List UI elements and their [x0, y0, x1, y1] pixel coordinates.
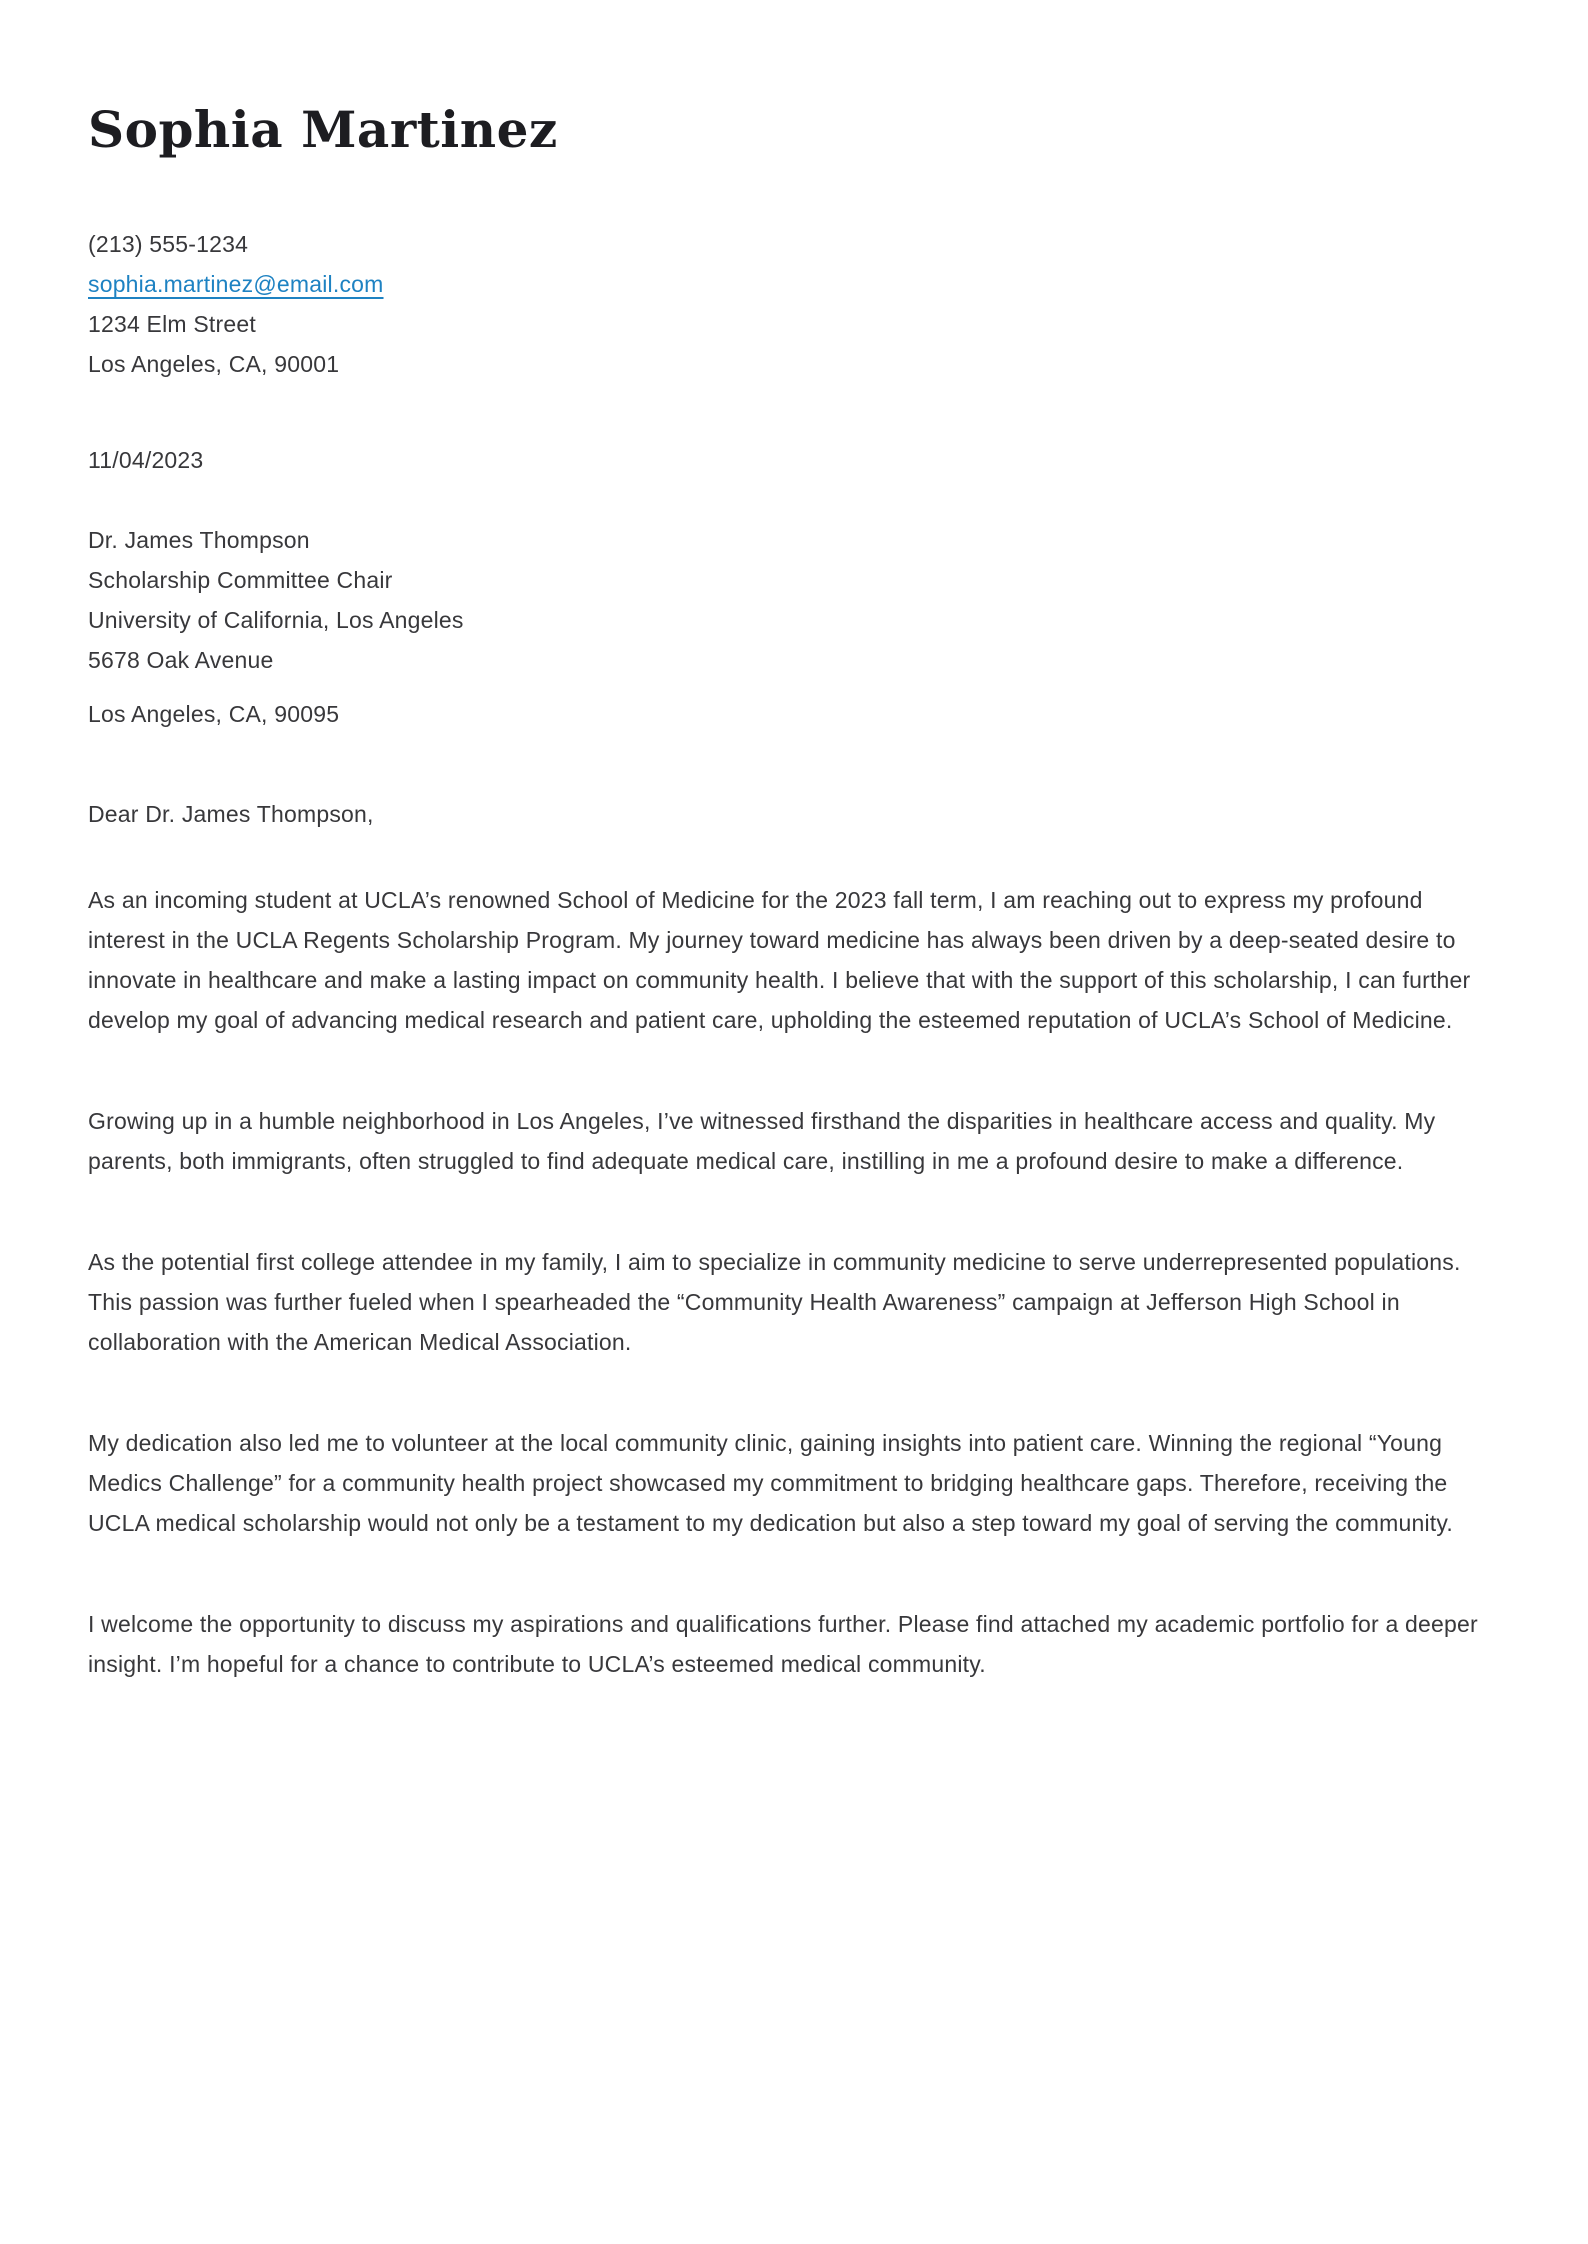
recipient-block — [88, 520, 1500, 680]
sender-contact-block — [88, 224, 1500, 384]
sender-phone: (213) 555-1234 — [88, 231, 249, 257]
recipient-title: Scholarship Committee Chair — [88, 567, 393, 593]
body-paragraph-5: I welcome the opportunity to discuss my aspirations and qualifications further. Please find attached my academic portfolio for a deeper insight. I’m hopeful for a chance to contribute to UCLA’s esteemed medical community. — [88, 1611, 1478, 1677]
body-paragraph-3: As the potential first college attendee in my family, I aim to specialize in community medicine to serve underrepresented populations. This passion was further fueled when I spearheaded the “Community Health Awareness” campaign at Jefferson High School in collaboration with the American Medical Association. — [88, 1249, 1461, 1355]
recipient-city: Los Angeles, CA, 90095 — [88, 701, 340, 727]
sender-name-heading: Sophia Martinez — [88, 100, 558, 159]
body-paragraph-2: Growing up in a humble neighborhood in Los Angeles, I’ve witnessed firsthand the disparities in healthcare access and quality. My parents, both immigrants, often struggled to find adequate medical care, instilling in me a profound desire to make a difference. — [88, 1108, 1436, 1174]
letter-body — [88, 880, 1500, 1684]
salutation: Dear Dr. James Thompson, — [88, 801, 374, 827]
letter-date: 11/04/2023 — [88, 447, 204, 473]
sender-city: Los Angeles, CA, 90001 — [88, 351, 340, 377]
recipient-organization: University of California, Los Angeles — [88, 607, 464, 633]
sender-email-link[interactable]: sophia.martinez@email.com — [88, 271, 384, 297]
recipient-street: 5678 Oak Avenue — [88, 647, 274, 673]
sender-street: 1234 Elm Street — [88, 311, 256, 337]
body-paragraph-4: My dedication also led me to volunteer at the local community clinic, gaining insights into patient care. Winning the regional “Young Medics Challenge” for a community health project showcased my commitment to bridging healthcare gaps. Therefore, receiving the UCLA medical scholarship would not only be a testament to my dedication but also a step toward my goal of serving the community. — [88, 1430, 1453, 1536]
body-paragraph-1: As an incoming student at UCLA’s renowned School of Medicine for the 2023 fall term, I am reaching out to express my profound interest in the UCLA Regents Scholarship Program. My journey toward medicine has always been driven by a deep-seated desire to innovate in healthcare and make a lasting impact on community health. I believe that with the support of this scholarship, I can further develop my goal of advancing medical research and patient care, upholding the esteemed reputation of UCLA’s School of Medicine. — [88, 887, 1471, 1033]
sender-email-line — [88, 264, 1500, 304]
recipient-name: Dr. James Thompson — [88, 527, 310, 553]
